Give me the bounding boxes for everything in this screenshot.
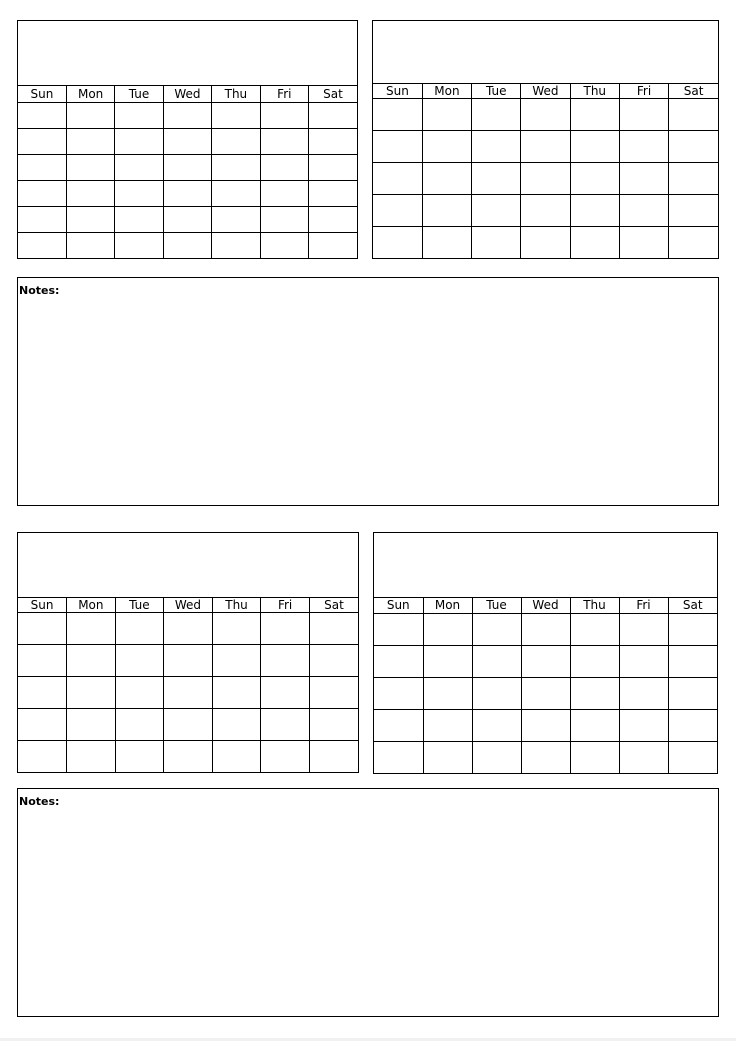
day-cell[interactable]: [472, 678, 521, 710]
weekday-header-row: [373, 84, 718, 99]
day-cell[interactable]: [373, 163, 422, 195]
weekday-header-row: [374, 598, 717, 614]
day-cell[interactable]: [374, 614, 423, 646]
day-cell[interactable]: [212, 645, 261, 677]
day-cell[interactable]: [309, 103, 357, 129]
weekday-label: Thu: [570, 598, 619, 614]
day-cell[interactable]: [669, 99, 718, 131]
day-cell[interactable]: [164, 645, 213, 677]
calendar-bottom-right: [373, 532, 718, 774]
week-row: [18, 181, 357, 207]
day-cell[interactable]: [164, 709, 213, 741]
day-cell[interactable]: [374, 646, 423, 678]
day-cell[interactable]: [309, 645, 358, 677]
week-row: [18, 677, 358, 709]
day-cell[interactable]: [422, 227, 471, 259]
day-cell[interactable]: [570, 678, 619, 710]
day-cell[interactable]: [570, 163, 619, 195]
day-cell[interactable]: [472, 710, 521, 742]
month-title-area: [18, 533, 358, 603]
day-cell[interactable]: [472, 614, 521, 646]
day-cell[interactable]: [260, 181, 308, 207]
day-cell[interactable]: [18, 613, 67, 645]
day-cell[interactable]: [570, 742, 619, 774]
day-cell[interactable]: [472, 99, 521, 131]
weekday-label: Fri: [619, 84, 668, 99]
day-cell[interactable]: [619, 614, 668, 646]
week-row: [18, 155, 357, 181]
weekday-label: Sun: [374, 598, 423, 614]
day-cell[interactable]: [309, 129, 357, 155]
day-cell[interactable]: [163, 103, 211, 129]
weekday-label: Tue: [472, 84, 521, 99]
day-cell[interactable]: [163, 207, 211, 233]
day-cell[interactable]: [18, 645, 67, 677]
day-cell[interactable]: [374, 742, 423, 774]
day-cell[interactable]: [212, 741, 261, 773]
day-cell[interactable]: [423, 646, 472, 678]
day-cell[interactable]: [260, 155, 308, 181]
notes-box-bottom[interactable]: [17, 788, 719, 1017]
day-cell[interactable]: [521, 678, 570, 710]
day-cell[interactable]: [261, 741, 310, 773]
day-cell[interactable]: [669, 131, 718, 163]
day-cell[interactable]: [115, 233, 163, 259]
weekday-label: Fri: [261, 598, 310, 613]
weekday-label: Sun: [18, 86, 66, 103]
day-cell[interactable]: [619, 227, 668, 259]
day-cell[interactable]: [422, 195, 471, 227]
day-cell[interactable]: [521, 163, 570, 195]
week-row: [18, 645, 358, 677]
weekday-label: Thu: [212, 598, 261, 613]
day-cell[interactable]: [261, 613, 310, 645]
day-cell[interactable]: [619, 646, 668, 678]
day-cell[interactable]: [67, 645, 116, 677]
weekday-label: Wed: [521, 598, 570, 614]
day-cell[interactable]: [619, 99, 668, 131]
week-row: [373, 163, 718, 195]
day-cell[interactable]: [115, 645, 164, 677]
day-cell[interactable]: [18, 233, 66, 259]
day-cell[interactable]: [66, 129, 114, 155]
day-cell[interactable]: [521, 742, 570, 774]
day-cell[interactable]: [309, 709, 358, 741]
week-row: [18, 741, 358, 773]
day-cell[interactable]: [373, 227, 422, 259]
day-cell[interactable]: [212, 677, 261, 709]
weekday-label: Fri: [260, 86, 308, 103]
weekday-label: Mon: [67, 598, 116, 613]
day-cell[interactable]: [115, 129, 163, 155]
weekday-label: Sat: [309, 598, 358, 613]
day-cell[interactable]: [570, 646, 619, 678]
day-cell[interactable]: [668, 678, 717, 710]
day-cell[interactable]: [18, 181, 66, 207]
month-title-area: [373, 21, 718, 91]
day-cell[interactable]: [668, 710, 717, 742]
day-cell[interactable]: [309, 181, 357, 207]
month-title-area: [18, 21, 357, 92]
day-cell[interactable]: [374, 678, 423, 710]
week-row: [374, 742, 717, 774]
day-cell[interactable]: [619, 710, 668, 742]
weekday-label: Thu: [212, 86, 260, 103]
weekday-label: Wed: [164, 598, 213, 613]
day-cell[interactable]: [423, 742, 472, 774]
day-cell[interactable]: [66, 103, 114, 129]
weekday-label: Mon: [423, 598, 472, 614]
day-cell[interactable]: [669, 163, 718, 195]
day-cell[interactable]: [570, 710, 619, 742]
day-cell[interactable]: [115, 155, 163, 181]
weekday-label: Sat: [668, 598, 717, 614]
day-cell[interactable]: [115, 709, 164, 741]
day-cell[interactable]: [309, 613, 358, 645]
day-cell[interactable]: [115, 181, 163, 207]
day-cell[interactable]: [619, 742, 668, 774]
weekday-label: Wed: [163, 86, 211, 103]
week-row: [18, 233, 357, 259]
weekday-label: Mon: [422, 84, 471, 99]
calendar-grid: [374, 597, 717, 773]
day-cell[interactable]: [212, 181, 260, 207]
day-cell[interactable]: [472, 163, 521, 195]
day-cell[interactable]: [18, 129, 66, 155]
day-cell[interactable]: [423, 710, 472, 742]
day-cell[interactable]: [67, 677, 116, 709]
day-cell[interactable]: [261, 677, 310, 709]
day-cell[interactable]: [668, 742, 717, 774]
day-cell[interactable]: [18, 677, 67, 709]
day-cell[interactable]: [212, 233, 260, 259]
day-cell[interactable]: [66, 207, 114, 233]
day-cell[interactable]: [66, 181, 114, 207]
day-cell[interactable]: [18, 207, 66, 233]
weekday-label: Sun: [373, 84, 422, 99]
day-cell[interactable]: [521, 131, 570, 163]
day-cell[interactable]: [619, 131, 668, 163]
week-row: [373, 195, 718, 227]
notes-box-top[interactable]: [17, 277, 719, 506]
week-row: [18, 207, 357, 233]
day-cell[interactable]: [260, 103, 308, 129]
day-cell[interactable]: [521, 614, 570, 646]
day-cell[interactable]: [521, 710, 570, 742]
day-cell[interactable]: [18, 155, 66, 181]
weekday-label: Tue: [115, 86, 163, 103]
weekday-label: Sat: [669, 84, 718, 99]
day-cell[interactable]: [570, 227, 619, 259]
day-cell[interactable]: [260, 207, 308, 233]
week-row: [374, 646, 717, 678]
day-cell[interactable]: [212, 103, 260, 129]
day-cell[interactable]: [18, 709, 67, 741]
day-cell[interactable]: [521, 227, 570, 259]
weekday-label: Thu: [570, 84, 619, 99]
week-row: [18, 103, 357, 129]
weekday-label: Fri: [619, 598, 668, 614]
day-cell[interactable]: [521, 99, 570, 131]
day-cell[interactable]: [423, 678, 472, 710]
day-cell[interactable]: [619, 678, 668, 710]
weekday-label: Tue: [115, 598, 164, 613]
day-cell[interactable]: [309, 207, 357, 233]
weekday-label: Tue: [472, 598, 521, 614]
day-cell[interactable]: [668, 614, 717, 646]
week-row: [18, 709, 358, 741]
day-cell[interactable]: [422, 99, 471, 131]
day-cell[interactable]: [66, 155, 114, 181]
day-cell[interactable]: [472, 742, 521, 774]
day-cell[interactable]: [472, 646, 521, 678]
day-cell[interactable]: [163, 129, 211, 155]
month-title-area: [374, 533, 717, 604]
day-cell[interactable]: [309, 741, 358, 773]
weekday-label: Mon: [66, 86, 114, 103]
day-cell[interactable]: [261, 709, 310, 741]
day-cell[interactable]: [472, 195, 521, 227]
calendar-grid: [18, 597, 358, 772]
day-cell[interactable]: [521, 646, 570, 678]
calendar-grid: [18, 85, 357, 258]
day-cell[interactable]: [115, 103, 163, 129]
week-row: [18, 129, 357, 155]
day-cell[interactable]: [164, 613, 213, 645]
day-cell[interactable]: [164, 741, 213, 773]
day-cell[interactable]: [164, 677, 213, 709]
day-cell[interactable]: [374, 710, 423, 742]
day-cell[interactable]: [115, 677, 164, 709]
day-cell[interactable]: [115, 613, 164, 645]
day-cell[interactable]: [423, 614, 472, 646]
day-cell[interactable]: [373, 99, 422, 131]
day-cell[interactable]: [163, 155, 211, 181]
day-cell[interactable]: [309, 155, 357, 181]
weekday-label: Sat: [309, 86, 357, 103]
weekday-header-row: [18, 598, 358, 613]
day-cell[interactable]: [570, 195, 619, 227]
day-cell[interactable]: [67, 741, 116, 773]
day-cell[interactable]: [261, 645, 310, 677]
day-cell[interactable]: [260, 129, 308, 155]
week-row: [374, 614, 717, 646]
day-cell[interactable]: [115, 741, 164, 773]
day-cell[interactable]: [472, 227, 521, 259]
day-cell[interactable]: [669, 227, 718, 259]
day-cell[interactable]: [212, 129, 260, 155]
weekday-label: Sun: [18, 598, 67, 613]
day-cell[interactable]: [309, 677, 358, 709]
day-cell[interactable]: [18, 103, 66, 129]
day-cell[interactable]: [619, 195, 668, 227]
week-row: [373, 227, 718, 259]
day-cell[interactable]: [668, 646, 717, 678]
day-cell[interactable]: [309, 233, 357, 259]
calendar-top-right: [372, 20, 719, 259]
day-cell[interactable]: [163, 233, 211, 259]
day-cell[interactable]: [212, 613, 261, 645]
notes-label: Notes:: [19, 795, 60, 808]
day-cell[interactable]: [66, 233, 114, 259]
notes-label: Notes:: [19, 284, 60, 297]
week-row: [373, 131, 718, 163]
day-cell[interactable]: [373, 195, 422, 227]
day-cell[interactable]: [18, 741, 67, 773]
day-cell[interactable]: [669, 195, 718, 227]
day-cell[interactable]: [373, 131, 422, 163]
weekday-label: Wed: [521, 84, 570, 99]
weekday-header-row: [18, 86, 357, 103]
day-cell[interactable]: [521, 195, 570, 227]
day-cell[interactable]: [570, 131, 619, 163]
day-cell[interactable]: [212, 207, 260, 233]
week-row: [374, 710, 717, 742]
day-cell[interactable]: [67, 613, 116, 645]
day-cell[interactable]: [212, 155, 260, 181]
day-cell[interactable]: [260, 233, 308, 259]
day-cell[interactable]: [422, 131, 471, 163]
day-cell[interactable]: [163, 181, 211, 207]
day-cell[interactable]: [422, 163, 471, 195]
day-cell[interactable]: [619, 163, 668, 195]
day-cell[interactable]: [115, 207, 163, 233]
week-row: [18, 613, 358, 645]
day-cell[interactable]: [212, 709, 261, 741]
day-cell[interactable]: [570, 99, 619, 131]
week-row: [373, 99, 718, 131]
calendar-bottom-left: [17, 532, 359, 773]
calendar-top-left: [17, 20, 358, 259]
day-cell[interactable]: [472, 131, 521, 163]
day-cell[interactable]: [67, 709, 116, 741]
day-cell[interactable]: [570, 614, 619, 646]
week-row: [374, 678, 717, 710]
calendar-grid: [373, 83, 718, 258]
